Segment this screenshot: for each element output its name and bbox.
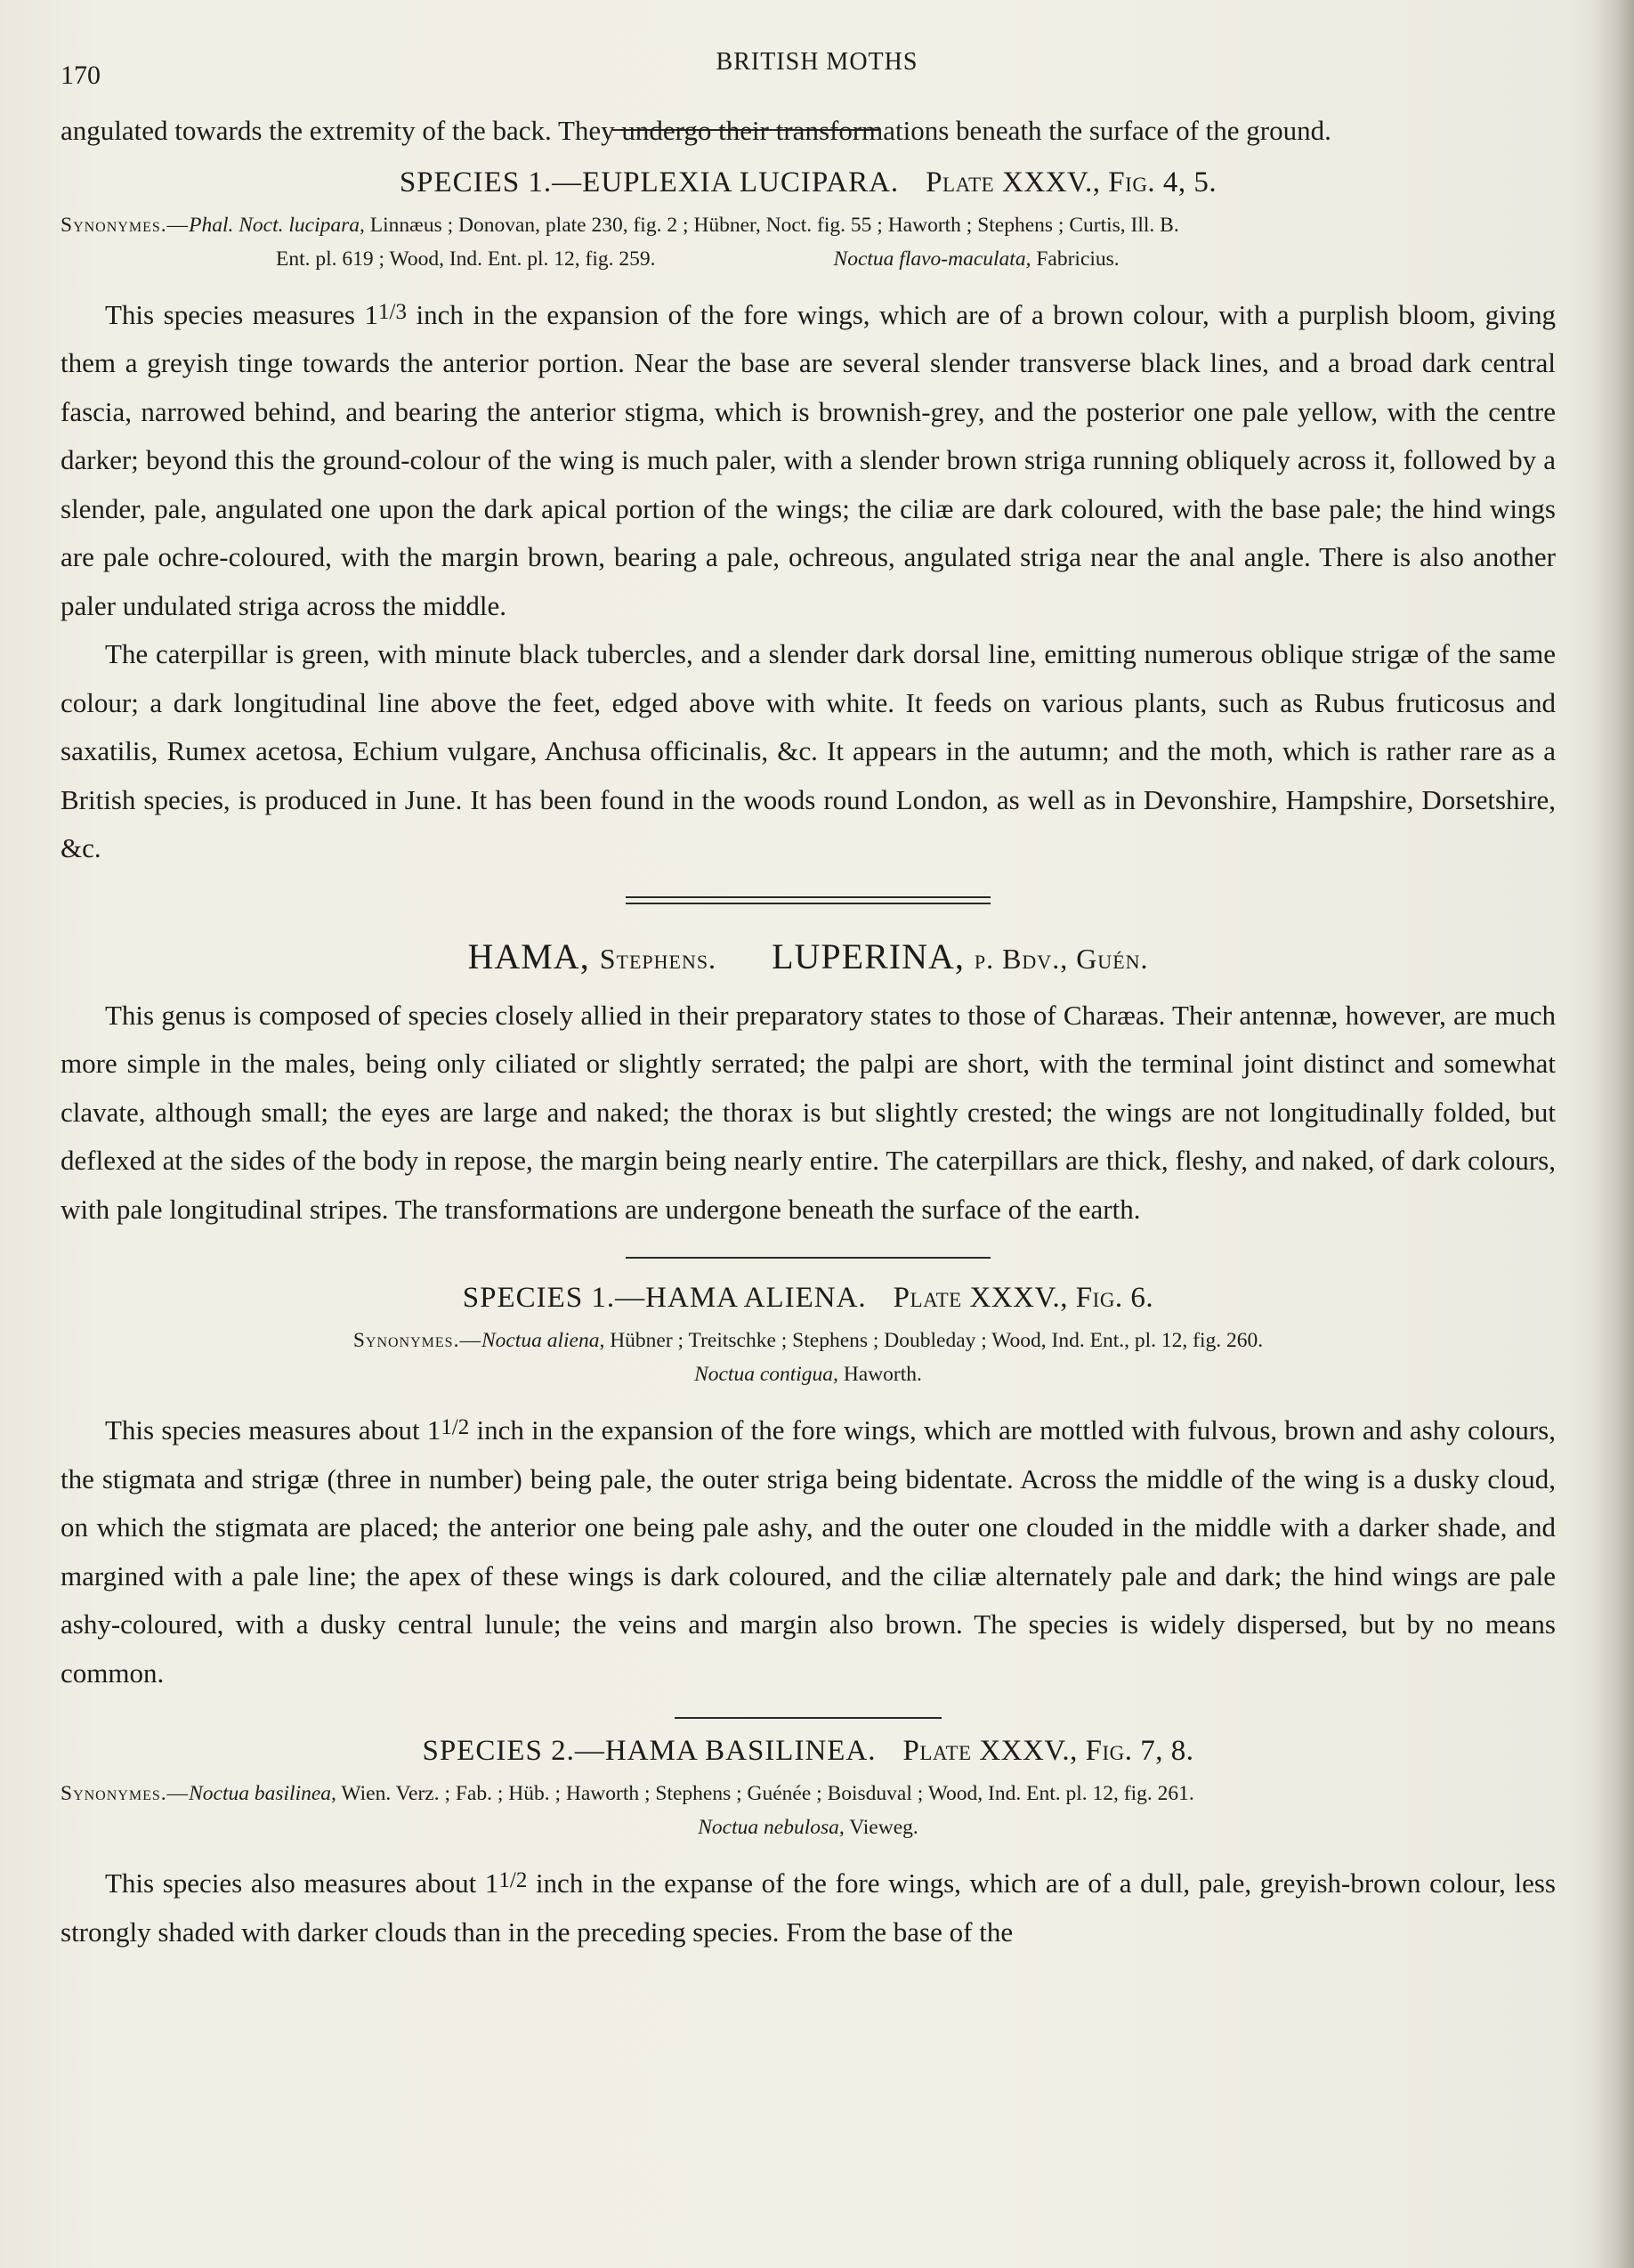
synonym-name: Noctua basilinea, — [189, 1782, 336, 1805]
synonym-name: Phal. Noct. lucipara, — [189, 213, 365, 237]
species-title: SPECIES 1.—HAMA ALIENA. — [462, 1282, 867, 1314]
section-divider — [626, 1257, 991, 1259]
fraction: 1/3 — [378, 299, 407, 324]
synonym-authorities: Wien. Verz. ; Fab. ; Hüb. ; Haworth ; Stephens ; Guénée ; Boisduval ; Wood, Ind. Ent. pl. 12, fig. 261. — [336, 1782, 1194, 1805]
plate-reference: Plate XXXV., Fig. 4, 5. — [926, 166, 1217, 198]
genus-author: p. Bdv., Guén. — [974, 942, 1149, 975]
genus-author: Stephens. — [599, 942, 717, 975]
description-paragraph — [61, 1404, 1556, 1697]
plate-reference: Plate XXXV., Fig. 6. — [893, 1282, 1154, 1314]
species-heading-aliena — [61, 1282, 1556, 1315]
page-edge-shadow — [1593, 0, 1634, 2268]
page-number: 170 — [61, 61, 101, 90]
text-run: inch in the expanse of the fore wings, which are of a dull, pale, greyish-brown colour, less strongly shaded with darker clouds than in the preceding species. From the base of the — [61, 1867, 1556, 1948]
description-paragraph — [61, 288, 1556, 631]
synonym-name: Noctua nebulosa, — [698, 1816, 845, 1839]
fraction: 1/2 — [441, 1415, 470, 1439]
description-paragraph — [61, 1857, 1556, 1956]
running-head: BRITISH MOTHS — [716, 48, 918, 76]
genus-divider — [626, 896, 991, 909]
text-run: This species measures about 1 — [105, 1414, 441, 1446]
genus-paragraph — [61, 992, 1556, 1235]
text-run: This genus is composed of species closely allied in their preparatory states to those of Charæas. Their antennæ, however, are much more simple in the males, being only ciliated or slightly serrated; the palpi are short, with the terminal joint distinct and somewhat clavate, although small; the eyes are large and naked; the thorax is but slightly crested; the wings are not longitudinally folded, but deflexed at the sides of the body in repose, the margin being nearly entire. The caterpillars are thick, fleshy, and naked, of dark colours, with pale longitudinal stripes. The transformations are undergone beneath the surface of the earth. — [61, 999, 1556, 1225]
synonyms-line — [61, 1324, 1556, 1357]
section-divider — [675, 1717, 942, 1719]
species-title: SPECIES 2.—HAMA BASILINEA. — [422, 1735, 877, 1767]
text-run: inch in the expansion of the fore wings, which are of a brown colour, with a purplish bloom, giving them a greyish tinge towards the anterior portion. Near the base are several slender transverse black lines, and a broad dark central fascia, narrowed behind, and bearing the anterior stigma, which is brownish-grey, and the posterior one pale yellow, with the centre darker; beyond this the ground-colour of the wing is much paler, with a slender brown striga running obliquely across it, followed by a slender, pale, angulated one upon the dark apical portion of the wings; the ciliæ are dark coloured, with the base pale; the hind wings are pale ochre-coloured, with the margin brown, bearing a pale, ochreous, angulated striga near the anal angle. There is also another paler undulated striga across the middle. — [61, 298, 1556, 621]
synonyms-line — [61, 1357, 1556, 1391]
intro-paragraph — [61, 107, 1556, 156]
synonym-alt — [834, 247, 1120, 271]
synonyms-line — [61, 1777, 1556, 1810]
synonym-author: Vieweg. — [844, 1816, 918, 1839]
synonym-name: Noctua flavo-maculata, — [833, 247, 1031, 271]
synonym-author: Fabricius. — [1031, 247, 1120, 271]
genus-heading — [61, 936, 1556, 977]
synonyms-label: Synonymes.— — [352, 1329, 481, 1352]
plate-reference: Plate XXXV., Fig. 7, 8. — [902, 1735, 1194, 1767]
intro-text: angulated towards the extremity of the back. They undergo their transformations beneath the surface of the ground. — [61, 115, 1331, 146]
text-run: This species measures 1 — [105, 298, 379, 330]
text-run: inch in the expansion of the fore wings, which are mottled with fulvous, brown and ashy colours, the stigmata and strigæ (three in number) being pale, the outer striga being bidentate. Across the middle of the wing is a dusky cloud, on which the stigmata are placed; the anterior one being pale ashy, and the outer one clouded in the middle with a darker shade, and margined with a pale line; the apex of these wings is dark coloured, and the ciliæ alternately pale and dark; the hind wings are pale ashy-coloured, with a dusky central lunule; the veins and margin also brown. The species is widely dispersed, but by no means common. — [61, 1414, 1556, 1689]
genus-name: LUPERINA, — [772, 936, 965, 976]
synonyms-line — [61, 208, 1556, 242]
species-title: SPECIES 1.—EUPLEXIA LUCIPARA. — [399, 166, 900, 198]
species-heading-euplexia — [61, 166, 1556, 199]
text-run: The caterpillar is green, with minute black tubercles, and a slender dark dorsal line, emitting numerous oblique strigæ of the same colour; a dark longitudinal line above the feet, edged above with white. It feeds on various plants, such as Rubus fruticosus and saxatilis, Rumex acetosa, Echium vulgare, Anchusa officinalis, &c. It appears in the autumn; and the moth, which is rather rare as a British species, is produced in June. It has been found in the woods round London, as well as in Devonshire, Hampshire, Dorsetshire, &c. — [61, 638, 1556, 863]
synonym-author: Haworth. — [837, 1363, 922, 1386]
synonyms-block — [61, 208, 1556, 276]
synonyms-block — [61, 1777, 1556, 1844]
caterpillar-paragraph — [61, 630, 1556, 873]
synonyms-line — [61, 1810, 1556, 1844]
page-body — [61, 107, 1556, 1956]
page-header — [61, 46, 1573, 91]
synonym-name: Noctua aliena, — [481, 1329, 605, 1352]
synonyms-label: Synonymes.— — [61, 1782, 190, 1805]
synonyms-line — [61, 242, 1556, 276]
synonym-authorities: Linnæus ; Donovan, plate 230, fig. 2 ; Hübner, Noct. fig. 55 ; Haworth ; Stephens ; Curtis, Ill. B. — [364, 213, 1179, 237]
genus-name: HAMA, — [467, 936, 590, 976]
synonym-name: Noctua contigua, — [694, 1363, 838, 1386]
synonyms-label: Synonymes.— — [61, 213, 190, 237]
text-run: This species also measures about 1 — [105, 1867, 499, 1899]
synonym-authorities: Hübner ; Treitschke ; Stephens ; Doubleday ; Wood, Ind. Ent., pl. 12, fig. 260. — [604, 1329, 1264, 1352]
fraction: 1/2 — [498, 1868, 528, 1892]
species-heading-basilinea — [61, 1735, 1556, 1768]
synonyms-block — [61, 1324, 1556, 1391]
synonym-authorities: Ent. pl. 619 ; Wood, Ind. Ent. pl. 12, fig. 259. — [276, 247, 656, 271]
